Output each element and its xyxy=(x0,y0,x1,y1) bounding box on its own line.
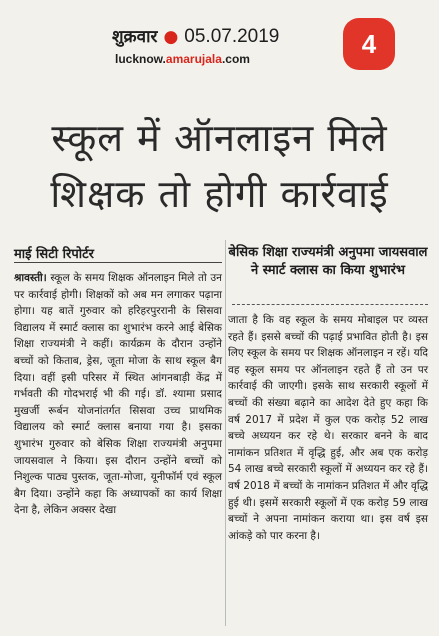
url-prefix: lucknow. xyxy=(115,52,166,66)
masthead-dateline xyxy=(112,24,279,48)
dateline: श्रावस्ती। xyxy=(14,272,47,284)
masthead-url xyxy=(115,52,250,66)
article-left-column xyxy=(14,270,222,519)
subhead-divider xyxy=(232,304,428,305)
masthead xyxy=(0,0,439,78)
byline-divider xyxy=(14,262,222,263)
headline-line-1: स्कूल में ऑनलाइन मिले xyxy=(51,116,388,160)
subheadline: बेसिक शिक्षा राज्यमंत्री अनुपमा जायसवाल ने स्मार्ट क्लास का किया शुभारंभ xyxy=(228,245,428,278)
headline-line-2: शिक्षक तो होगी कार्रवाई xyxy=(50,172,389,216)
url-suffix: .com xyxy=(221,52,250,66)
column-divider xyxy=(225,240,226,626)
bullet-icon: ● xyxy=(163,27,179,47)
article-right-column xyxy=(228,312,428,544)
byline: माई सिटी रिपोर्टर xyxy=(14,247,94,262)
left-column-text: स्कूल के समय शिक्षक ऑनलाइन मिले तो उन पर कार्रवाई होगी। शिक्षकों को अब मन लगाकर पढ़ाना होगा। यह बातें गुरुवार को हरिहरपुररानी के सिसवा विद्यालय में स्मार्ट क्लास का शुभारंभ करने आई बेसिक शिक्षा राज्यमंत्री ने कहीं। कार्यक्रम के दौरान उन्होंने बच्चों को किताब, ड्रेस, जूता मोजा के साथ स्कूल बैग दिया। वहीं इसी परिसर में स्थित आंगनबाड़ी केंद्र में गर्भवती की गोदभराई भी की गई। डॉ. श्यामा प्रसाद मुखर्जी रूर्बन योजनांतर्गत सिसवा उच्च प्राथमिक विद्यालय को स्मार्ट क्लास बनाया गया है। इसका शुभारंभ गुरुवार को बेसिक शिक्षा राज्यमंत्री अनुपमा जायसवाल ने किया। इस दौरान उन्होंने बच्चों को निशुल्क पाठ्य पुस्तक, जूता-मोजा, यूनीफॉर्म एवं स्कूल बैग दिया। उन्होंने कहा कि अध्यापकों का कार्य शिक्षा देना है, लेकिन अक्सर देखा xyxy=(14,272,222,517)
page-number-badge: 4 xyxy=(343,18,395,70)
right-column-text: जाता है कि वह स्कूल के समय मोबाइल पर व्यस्त रहते हैं। इससे बच्चों की पढ़ाई प्रभावित होती है। इस लिए स्कूल के समय पर शिक्षक ऑनलाइन न रहें। यदि वह स्कूल समय पर ऑनलाइन रहते हैं तो उन पर कार्रवाई की जाएगी। इसके साथ सरकारी स्कूलों में बच्चों की संख्या बढ़ाने का आदेश देते हुए कहा कि वर्ष 2017 में प्रदेश में कुल एक करोड़ 52 लाख बच्चे अध्ययन कर रहे थे। सरकार बनने के बाद नामांकन प्रतिशत में वृद्धि हुई, और अब एक करोड़ 54 लाख बच्चे सरकारी स्कूलों में अध्ययन कर रहे हैं। वर्ष 2018 में बच्चों के नामांकन प्रतिशत में और वृद्धि हुई थी। इसमें सरकारी स्कूलों में एक करोड़ 59 लाख बच्चों ने अपना नामांकन कराया था। इस वर्ष इस आंकड़े को पार करना है। xyxy=(228,314,428,542)
url-brand: amarujala xyxy=(165,52,222,66)
masthead-date: 05.07.2019 xyxy=(184,26,280,47)
masthead-day: शुक्रवार xyxy=(112,27,158,47)
headline xyxy=(0,110,439,222)
